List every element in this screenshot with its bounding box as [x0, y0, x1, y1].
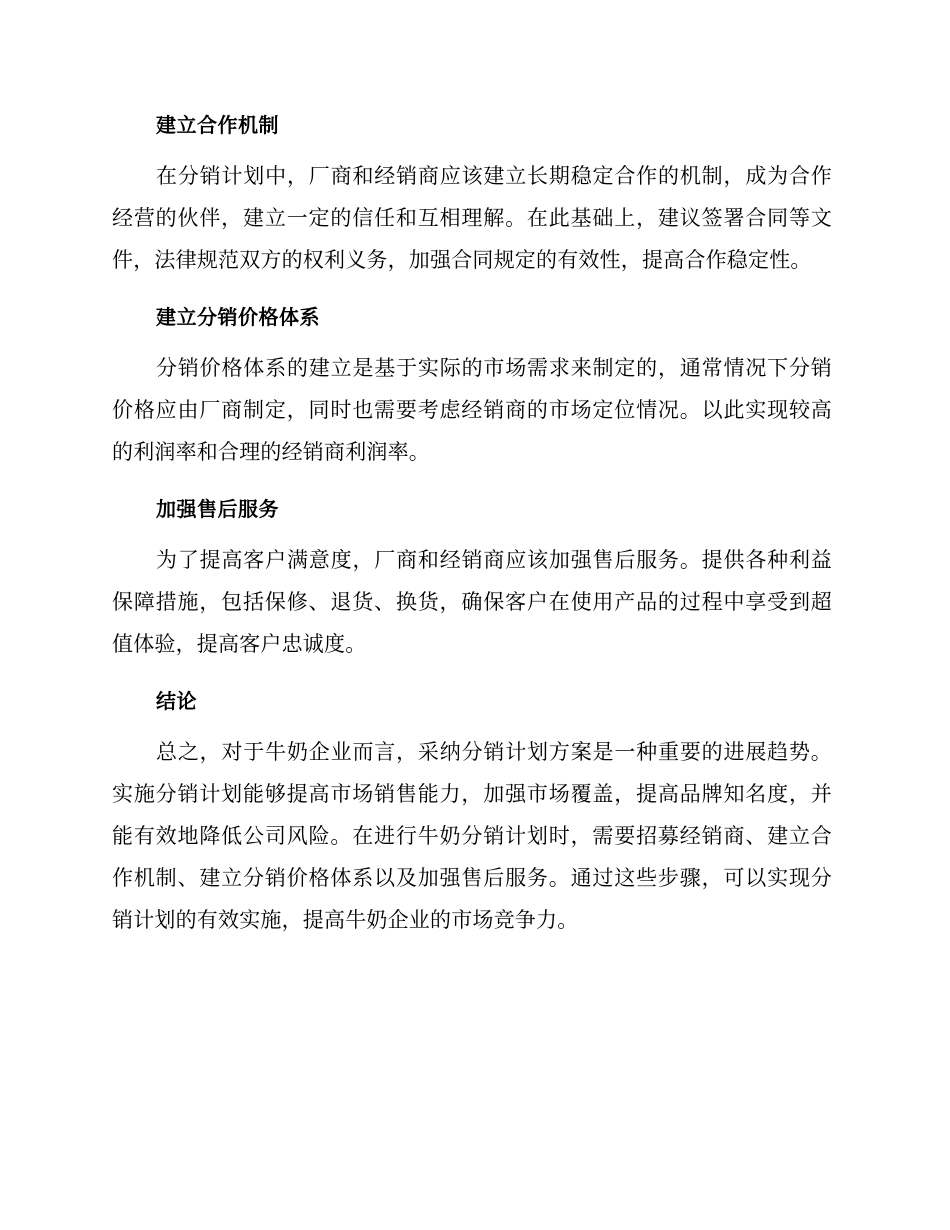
section-heading-pricing: 建立分销价格体系 — [156, 305, 320, 329]
section-heading-cooperation: 建立合作机制 — [156, 113, 279, 137]
section-heading-conclusion: 结论 — [156, 689, 197, 713]
section-paragraph-after-sales: 为了提高客户满意度，厂商和经销商应该加强售后服务。提供各种利益保障措施，包括保修、退货、换货，确保客户在使用产品的过程中享受到超值体验，提高客户忠诚度。 — [112, 548, 832, 656]
section-paragraph-conclusion: 总之，对于牛奶企业而言，采纳分销计划方案是一种重要的进展趋势。实施分销计划能够提高市场销售能力，加强市场覆盖，提高品牌知名度，并能有效地降低公司风险。在进行牛奶分销计划时，需要招募经销商、建立合作机制、建立分销价格体系以及加强售后服务。通过这些步骤，可以实现分销计划的有效实施，提高牛奶企业的市场竞争力。 — [112, 740, 832, 932]
section-paragraph-cooperation: 在分销计划中，厂商和经销商应该建立长期稳定合作的机制，成为合作经营的伙伴，建立一定的信任和互相理解。在此基础上，建议签署合同等文件，法律规范双方的权利义务，加强合同规定的有效性，提高合作稳定性。 — [112, 164, 832, 272]
section-heading-after-sales: 加强售后服务 — [156, 497, 279, 521]
section-paragraph-pricing: 分销价格体系的建立是基于实际的市场需求来制定的，通常情况下分销价格应由厂商制定，同时也需要考虑经销商的市场定位情况。以此实现较高的利润率和合理的经销商利润率。 — [112, 356, 832, 464]
document-body — [112, 103, 832, 955]
